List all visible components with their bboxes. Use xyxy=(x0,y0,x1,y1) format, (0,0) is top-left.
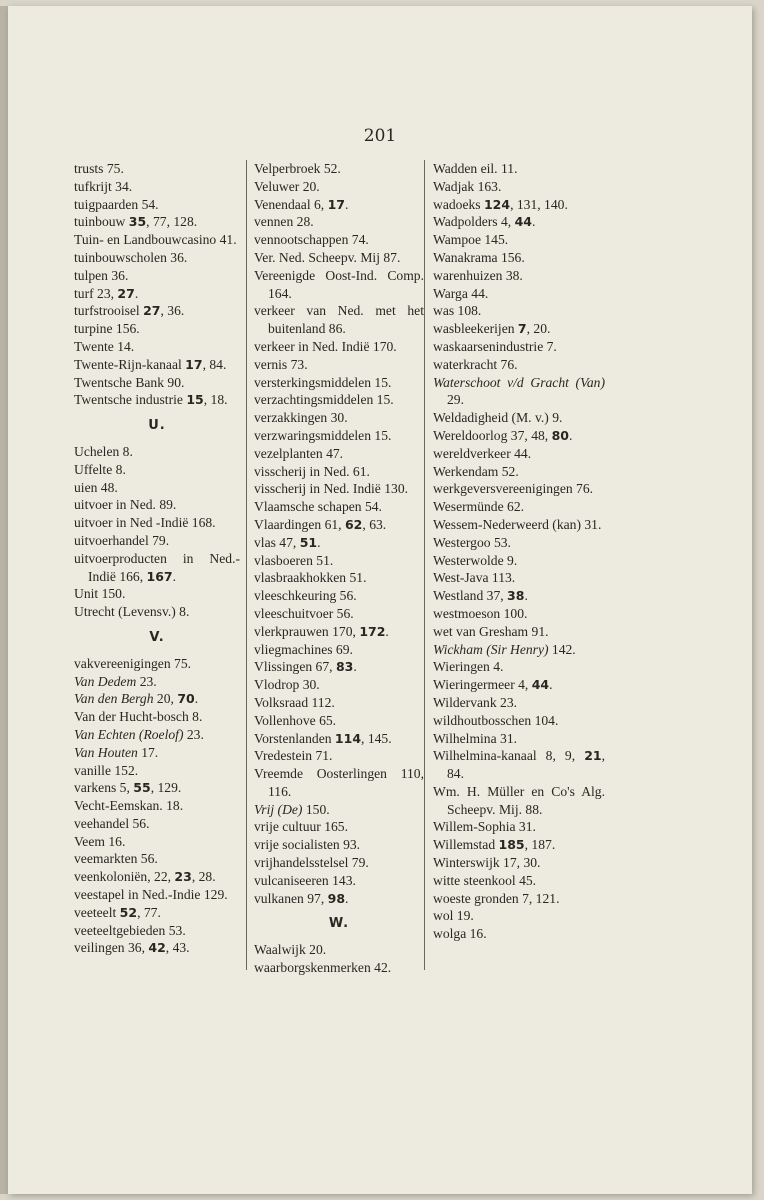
index-entry: werkgeversvereenigingen 76. xyxy=(433,481,594,497)
index-entry: vrije cultuur 165. xyxy=(254,819,349,835)
index-entry: veilingen 36, 42, 43. xyxy=(74,940,190,956)
index-entry: verzakkingen 30. xyxy=(254,410,348,426)
index-entry: witte steenkool 45. xyxy=(433,872,537,888)
index-entry: tulpen 36. xyxy=(74,267,129,283)
index-entry: uitvoer in Ned -Indië 168. xyxy=(74,515,216,531)
index-entry: uitvoerhandel 79. xyxy=(74,532,170,548)
index-entry: vulcaniseeren 143. xyxy=(254,872,356,888)
index-entry: Van Houten 17. xyxy=(74,744,159,760)
index-entry: Vorstenlanden 114, 145. xyxy=(254,730,392,746)
index-entry: Willemstad 185, 187. xyxy=(433,837,556,853)
index-entry: Utrecht (Levensv.) 8. xyxy=(74,604,190,620)
section-letter-heading: W. xyxy=(328,916,350,932)
index-entry: varkens 5, 55, 129. xyxy=(74,780,182,796)
index-entry: Tuin- en Landbouwcasino 41. xyxy=(74,232,237,248)
index-entry: visscherij in Ned. 61. xyxy=(254,463,370,479)
index-entry: Warga 44. xyxy=(433,285,489,301)
index-entry: Westergoo 53. xyxy=(433,534,511,550)
index-entry: Wanakrama 156. xyxy=(433,249,525,265)
index-entry: verkeer in Ned. Indië 170. xyxy=(254,338,397,354)
index-entry: vernis 73. xyxy=(254,356,308,372)
index-entry: vleeschuitvoer 56. xyxy=(254,605,354,621)
index-entry: Veluwer 20. xyxy=(254,178,320,194)
index-entry: wasbleekerijen 7, 20. xyxy=(433,321,551,337)
index-entry: turf 23, 27. xyxy=(74,285,139,301)
index-entry: Willem-Sophia 31. xyxy=(433,819,536,835)
index-entry: Uffelte 8. xyxy=(74,461,126,477)
index-entry: tufkrijt 34. xyxy=(74,178,133,194)
book-page xyxy=(8,6,752,1194)
index-entry: Velperbroek 52. xyxy=(254,161,341,176)
index-entry: Veem 16. xyxy=(74,833,126,849)
index-entry: vlasbraakhokken 51. xyxy=(254,570,367,586)
index-entry: Wadpolders 4, 44. xyxy=(433,214,536,230)
index-entry: verkeer van Ned. met het buitenland 86. xyxy=(254,303,424,337)
index-entry: trusts 75. xyxy=(74,161,124,176)
index-entry: Twente 14. xyxy=(74,338,135,354)
index-entry: Wadden eil. 11. xyxy=(433,161,518,176)
index-entry: Van Echten (Roelof) 23. xyxy=(74,726,204,742)
index-entry: visscherij in Ned. Indië 130. xyxy=(254,481,409,497)
index-entry: Vrij (De) 150. xyxy=(254,801,330,817)
index-entry: Twentsche industrie 15, 18. xyxy=(74,392,228,408)
index-entry: versterkingsmiddelen 15. xyxy=(254,374,392,390)
index-entry: Wadjak 163. xyxy=(433,178,502,194)
index-entry: Twente-Rijn-kanaal 17, 84. xyxy=(74,356,227,372)
index-entry: vliegmachines 69. xyxy=(254,641,353,657)
index-entry: veeteeltgebieden 53. xyxy=(74,922,186,938)
index-entry: wereldverkeer 44. xyxy=(433,445,532,461)
index-entry: Waterschoot v/d Gracht (Van) 29. xyxy=(433,374,605,408)
index-column-1 xyxy=(74,160,240,970)
index-column-2 xyxy=(246,160,424,976)
index-entry: turpine 156. xyxy=(74,321,140,337)
section-letter-heading: V. xyxy=(149,629,165,645)
index-entry: Twentsche Bank 90. xyxy=(74,374,185,390)
index-entry: Wilhelmina-kanaal 8, 9, 21, 84. xyxy=(433,748,605,782)
index-entry: waskaarsenindustrie 7. xyxy=(433,338,557,354)
index-entry: wildhoutbosschen 104. xyxy=(433,712,559,728)
index-entry: Vollenhove 65. xyxy=(254,712,337,728)
index-entry: Van Dedem 23. xyxy=(74,673,157,689)
index-entry: Wickham (Sir Henry) 142. xyxy=(433,641,576,657)
index-entry: Vlaardingen 61, 62, 63. xyxy=(254,516,387,532)
index-entry: veeteelt 52, 77. xyxy=(74,904,161,920)
index-column-3 xyxy=(424,160,605,970)
index-entry: Vreemde Oosterlingen 110, 116. xyxy=(254,766,424,799)
index-entry: Wereldoorlog 37, 48, 80. xyxy=(433,427,573,443)
index-entry: Werkendam 52. xyxy=(433,463,519,479)
index-entry: vezelplanten 47. xyxy=(254,445,344,461)
index-entry: Ver. Ned. Scheepv. Mij 87. xyxy=(254,249,401,265)
index-entry: veestapel in Ned.-Indie 129. xyxy=(74,887,228,903)
index-entry: tuigpaarden 54. xyxy=(74,196,159,212)
index-entry: verzachtingsmiddelen 15. xyxy=(254,392,394,408)
index-entry: veehandel 56. xyxy=(74,815,150,831)
index-entry: Volksraad 112. xyxy=(254,694,335,710)
index-entry: vulkanen 97, 98. xyxy=(254,890,349,906)
index-entry: Wessem-Nederweerd (kan) 31. xyxy=(433,516,602,532)
index-entry: Wildervank 23. xyxy=(433,694,518,710)
index-entry: warenhuizen 38. xyxy=(433,267,523,283)
section-letter-heading: U. xyxy=(148,418,166,434)
index-entry: Wieringen 4. xyxy=(433,659,504,675)
index-entry: verzwaringsmiddelen 15. xyxy=(254,427,392,443)
index-entry: veenkoloniën, 22, 23, 28. xyxy=(74,869,216,885)
index-entry: West-Java 113. xyxy=(433,570,516,586)
index-entry: Unit 150. xyxy=(74,586,126,602)
index-entry: wet van Gresham 91. xyxy=(433,623,549,639)
index-entry: uitvoerproducten in Ned.-Indië 166, 167. xyxy=(74,550,240,584)
index-entry: vrije socialisten 93. xyxy=(254,837,361,853)
page-edge xyxy=(0,6,8,1194)
index-entry: wadoeks 124, 131, 140. xyxy=(433,196,568,212)
index-entry: tuinbouw 35, 77, 128. xyxy=(74,214,198,230)
index-entry: wolga 16. xyxy=(433,926,487,942)
index-entry: Wieringermeer 4, 44. xyxy=(433,677,553,693)
index-entry: tuinbouwscholen 36. xyxy=(74,249,188,265)
index-entry: Van den Bergh 20, 70. xyxy=(74,691,199,707)
index-entry: Vecht-Eemskan. 18. xyxy=(74,798,184,814)
index-entry: woeste gronden 7, 121. xyxy=(433,890,560,906)
index-entry: vleeschkeuring 56. xyxy=(254,588,357,604)
page-number: 201 xyxy=(363,126,397,146)
index-entry: Westerwolde 9. xyxy=(433,552,518,568)
index-entry: Van der Hucht-bosch 8. xyxy=(74,709,203,725)
index-entry: Wesermünde 62. xyxy=(433,499,525,515)
index-entry: Wampoe 145. xyxy=(433,232,509,248)
index-entry: uitvoer in Ned. 89. xyxy=(74,497,177,513)
index-entry: veemarkten 56. xyxy=(74,851,158,867)
index-entry: Venendaal 6, 17. xyxy=(254,196,349,212)
index-entry: waterkracht 76. xyxy=(433,356,518,372)
index-entry: vanille 152. xyxy=(74,762,139,778)
index-entry: uien 48. xyxy=(74,479,118,495)
index-entry: Weldadigheid (M. v.) 9. xyxy=(433,410,563,426)
index-entry: Vlodrop 30. xyxy=(254,677,320,693)
index-entry: vennen 28. xyxy=(254,214,314,230)
index-entry: vlas 47, 51. xyxy=(254,534,321,550)
index-entry: vakvereenigingen 75. xyxy=(74,655,192,671)
index-entry: Westland 37, 38. xyxy=(433,588,528,604)
index-entry: Vlaamsche schapen 54. xyxy=(254,499,382,515)
index-entry: Winterswijk 17, 30. xyxy=(433,855,541,871)
index-entry: waarborgskenmerken 42. xyxy=(254,960,392,976)
index-entry: vlerkprauwen 170, 172. xyxy=(254,623,389,639)
index-entry: Waalwijk 20. xyxy=(254,942,327,958)
index-entry: Vlissingen 67, 83. xyxy=(254,659,357,675)
index-entry: was 108. xyxy=(433,303,482,319)
index-entry: Vereenigde Oost-Ind. Comp. 164. xyxy=(254,267,424,301)
index-entry: turfstrooisel 27, 36. xyxy=(74,303,185,319)
index-entry: westmoeson 100. xyxy=(433,605,528,621)
index-entry: vlasboeren 51. xyxy=(254,552,334,568)
index-entry: Wm. H. Müller en Co's Alg. Scheepv. Mij. 88. xyxy=(433,783,605,817)
index-entry: vennootschappen 74. xyxy=(254,232,369,248)
index-entry: Vredestein 71. xyxy=(254,748,333,764)
index-entry: vrijhandelsstelsel 79. xyxy=(254,855,369,871)
index-entry: Uchelen 8. xyxy=(74,443,133,459)
index-entry: Wilhelmina 31. xyxy=(433,730,518,746)
index-entry: wol 19. xyxy=(433,908,474,924)
